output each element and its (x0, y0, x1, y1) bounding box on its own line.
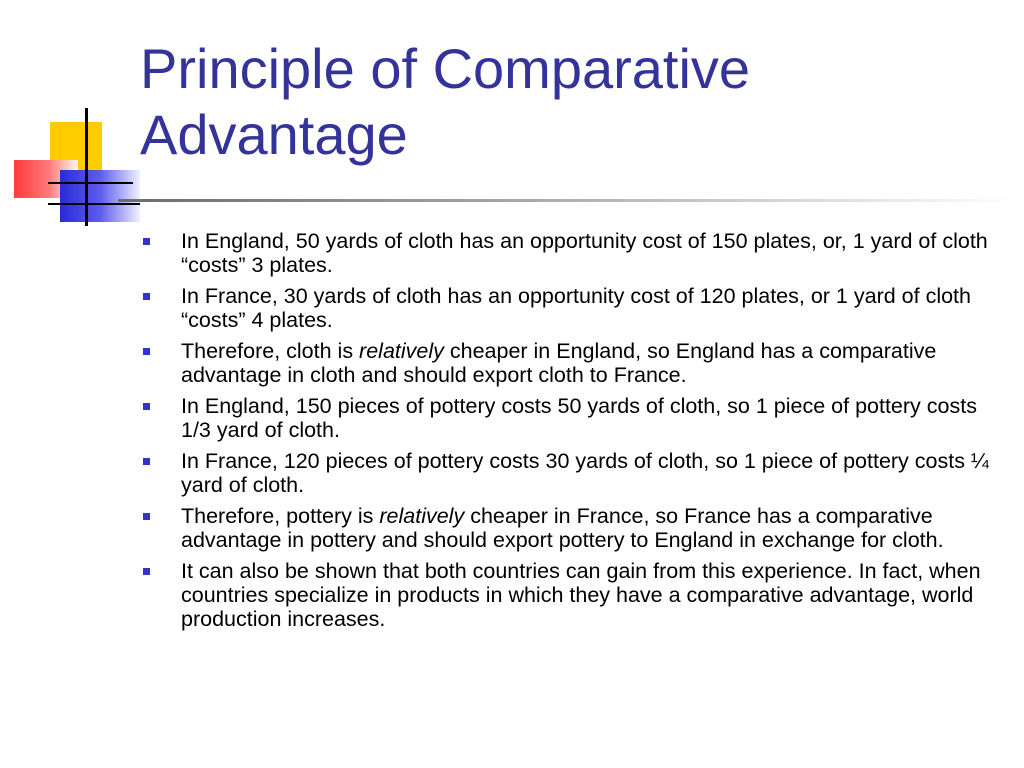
bullet-item (142, 504, 1002, 552)
bullet-text: In France, 120 pieces of pottery costs 30 yards of cloth, so 1 piece of pottery costs ¼ yard of cloth. (181, 449, 989, 497)
bullet-square-icon (143, 513, 150, 520)
title-divider (118, 199, 1018, 202)
bullet-text: In England, 150 pieces of pottery costs 50 yards of cloth, so 1 piece of pottery costs 1/3 yard of cloth. (181, 394, 977, 442)
bullet-square-icon (143, 293, 150, 300)
bullet-text: It can also be shown that both countries can gain from this experience. In fact, when countries specialize in products in which they have a comparative advantage, world production increases. (181, 559, 981, 631)
bullet-text-after: cheaper in France, so France has a comparative advantage in pottery and should export pottery to England in exchange for cloth. (181, 504, 944, 552)
bullet-square-icon (143, 238, 150, 245)
bullet-item (142, 394, 1002, 442)
bullet-square-icon (143, 348, 150, 355)
logo-horizontal-line (48, 182, 133, 184)
bullet-square-icon (143, 403, 150, 410)
slide-title-line-1: Principle of Comparative (140, 37, 751, 100)
bullet-text-before: Therefore, pottery is (181, 504, 380, 528)
logo-blue-square (60, 170, 140, 222)
bullet-text: In England, 50 yards of cloth has an opportunity cost of 150 plates, or, 1 yard of cloth “costs” 3 plates. (181, 229, 988, 277)
slide-title-line-2: Advantage (140, 103, 408, 166)
bullet-text: In France, 30 yards of cloth has an opportunity cost of 120 plates, or 1 yard of cloth “costs” 4 plates. (181, 284, 971, 332)
bullet-text-before: Therefore, cloth is (181, 339, 360, 363)
logo-vertical-line (85, 108, 88, 226)
bullet-emphasis: relatively (359, 339, 444, 363)
bullet-list (142, 229, 1002, 638)
bullet-item (142, 339, 1002, 387)
bullet-square-icon (143, 568, 150, 575)
bullet-item (142, 449, 1002, 497)
bullet-text-after: cheaper in England, so England has a comparative advantage in cloth and should export cloth to France. (181, 339, 937, 387)
bullet-square-icon (143, 458, 150, 465)
bullet-item (142, 559, 1002, 631)
bullet-emphasis: relatively (379, 504, 465, 528)
bullet-item (142, 284, 1002, 332)
bullet-item (142, 229, 1002, 277)
logo-horizontal-line-lower (48, 203, 140, 205)
slide-title (140, 36, 1000, 168)
